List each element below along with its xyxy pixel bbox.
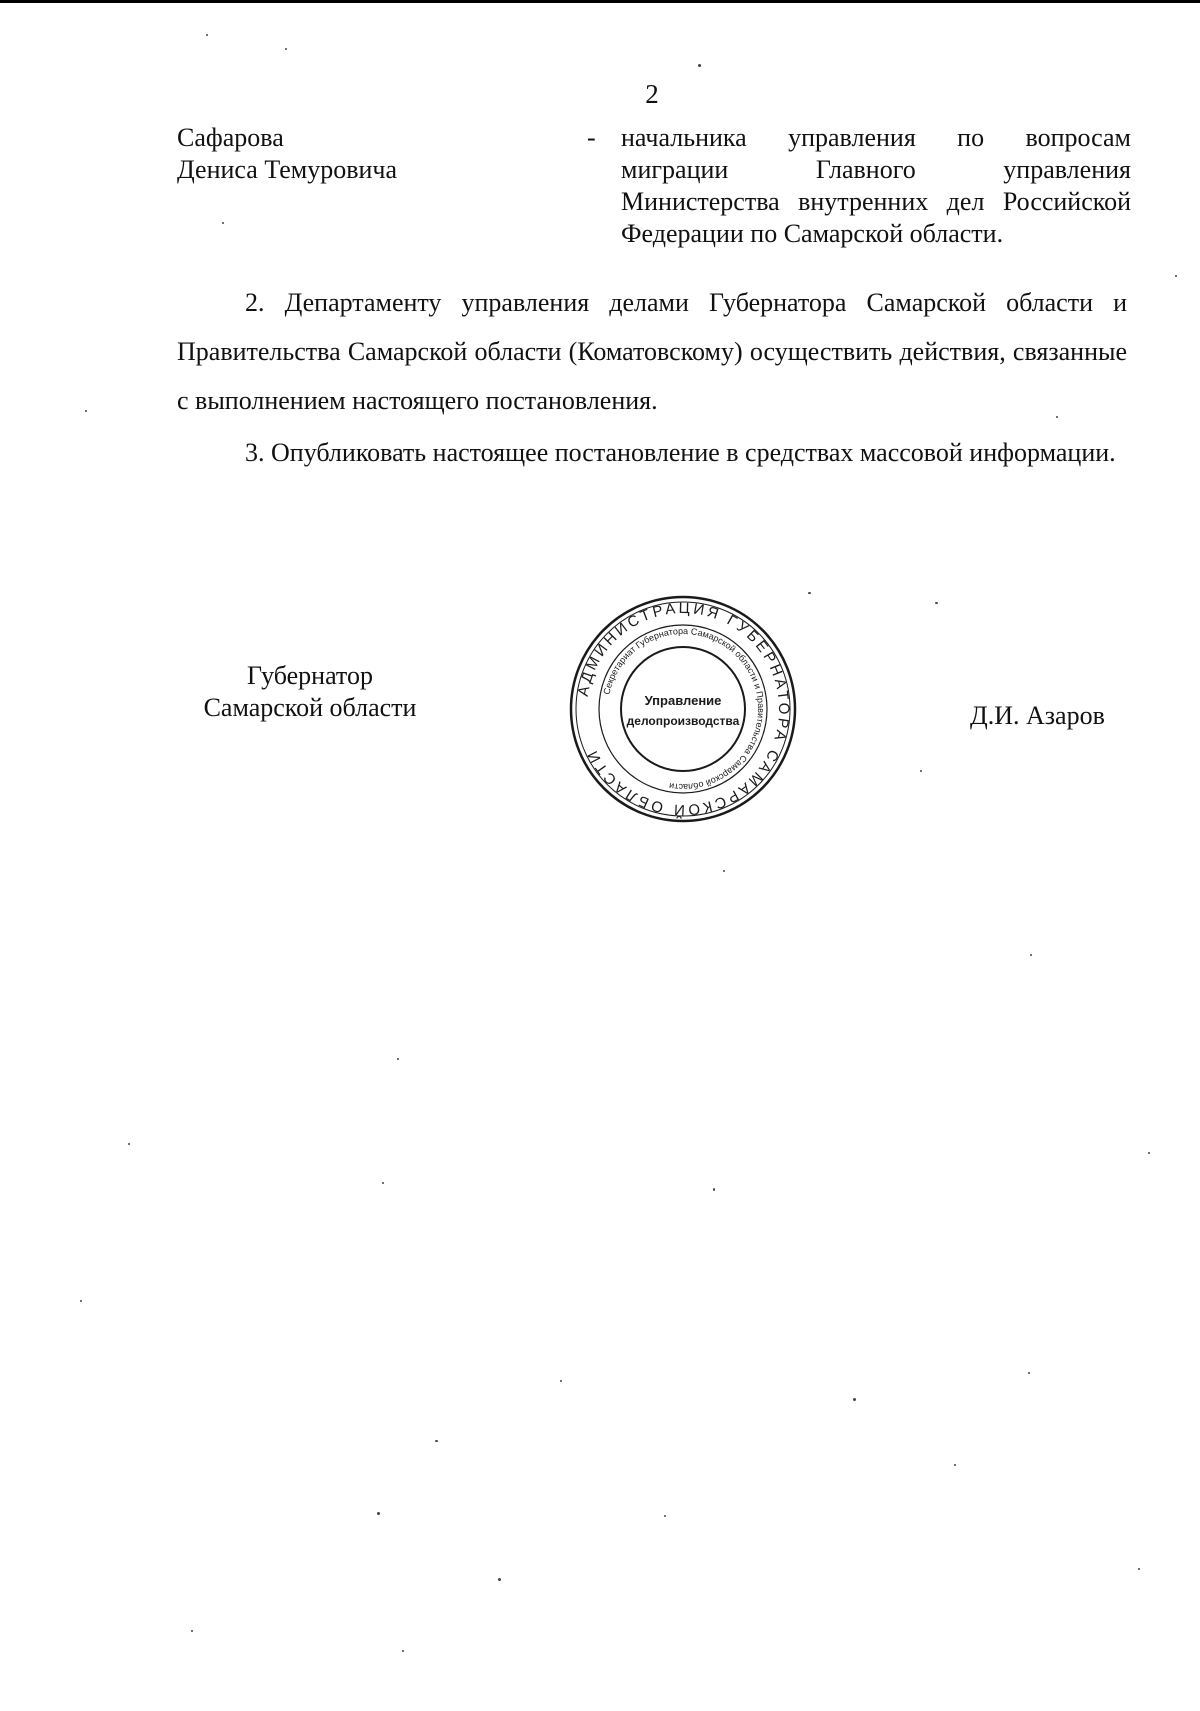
signatory-name: Д.И. Азаров xyxy=(970,701,1105,730)
paragraph-3: 3. Опубликовать настоящее постановление в средствах массовой информации. xyxy=(245,438,1116,467)
scan-speck xyxy=(1030,954,1032,956)
appointee-block xyxy=(177,122,1137,262)
scan-speck xyxy=(698,64,701,67)
stamp-outer-text: АДМИНИСТРАЦИЯ ГУБЕРНАТОРА САМАРСКОЙ ОБЛАСТИ xyxy=(574,599,793,819)
signatory-title-line2: Самарской области xyxy=(203,693,417,722)
scan-speck xyxy=(723,870,725,872)
scan-speck xyxy=(713,1188,715,1191)
scan-speck xyxy=(377,1512,380,1515)
scan-speck xyxy=(191,1630,193,1632)
stamp-middle-text: Секретариат Губернатора Самарской области и Правительства Самарской области xyxy=(601,625,767,793)
scan-speck xyxy=(560,1380,562,1382)
scan-speck xyxy=(1175,275,1177,277)
appointee-surname: Сафарова xyxy=(177,123,284,152)
scan-speck xyxy=(954,1464,956,1466)
stamp-inner-ring xyxy=(621,647,745,771)
scan-speck xyxy=(382,1182,384,1184)
scan-speck xyxy=(1028,1372,1030,1374)
stamp-center-line2: делопроизводства xyxy=(626,714,740,728)
scan-speck xyxy=(435,1440,438,1442)
appointee-position: начальника управления по вопросам миграции Главного управления Министерства внутренних дел Российской Федерации по Самарской области. xyxy=(621,123,1131,248)
appointee-name xyxy=(177,122,477,186)
stamp-center-line1: Управление xyxy=(644,693,722,708)
scan-speck xyxy=(85,410,87,412)
scan-speck xyxy=(920,770,922,772)
scan-speck xyxy=(222,222,224,224)
scan-speck xyxy=(1148,1152,1150,1154)
scan-top-edge xyxy=(0,0,1200,3)
scan-speck xyxy=(397,1058,399,1060)
stamp-middle-ring xyxy=(599,625,767,793)
appointee-dash: - xyxy=(587,123,596,152)
page-number-text: 2 xyxy=(645,79,659,109)
scan-speck xyxy=(285,48,287,50)
scan-speck xyxy=(853,1398,856,1401)
scan-speck xyxy=(128,1143,130,1145)
signatory-title-line1: Губернатор xyxy=(247,661,373,690)
scan-speck xyxy=(1138,1568,1140,1570)
page-number xyxy=(0,78,1200,110)
signatory-title xyxy=(160,660,460,724)
scan-speck xyxy=(808,592,811,594)
scan-speck xyxy=(935,602,938,604)
paragraph-2: 2. Департаменту управления делами Губернатора Самарской области и Правительства Самарской области (Коматовскому) осуществить действия, связанные с выполнением настоящего постановления. xyxy=(177,288,1127,415)
scan-speck xyxy=(206,34,208,36)
scan-speck xyxy=(80,1300,82,1302)
scan-speck xyxy=(498,1578,501,1581)
appointee-given-names: Дениса Темуровича xyxy=(177,155,398,184)
scan-speck xyxy=(664,1515,666,1517)
scan-speck xyxy=(402,1650,404,1652)
official-stamp xyxy=(567,593,799,825)
scan-speck xyxy=(1056,416,1058,418)
